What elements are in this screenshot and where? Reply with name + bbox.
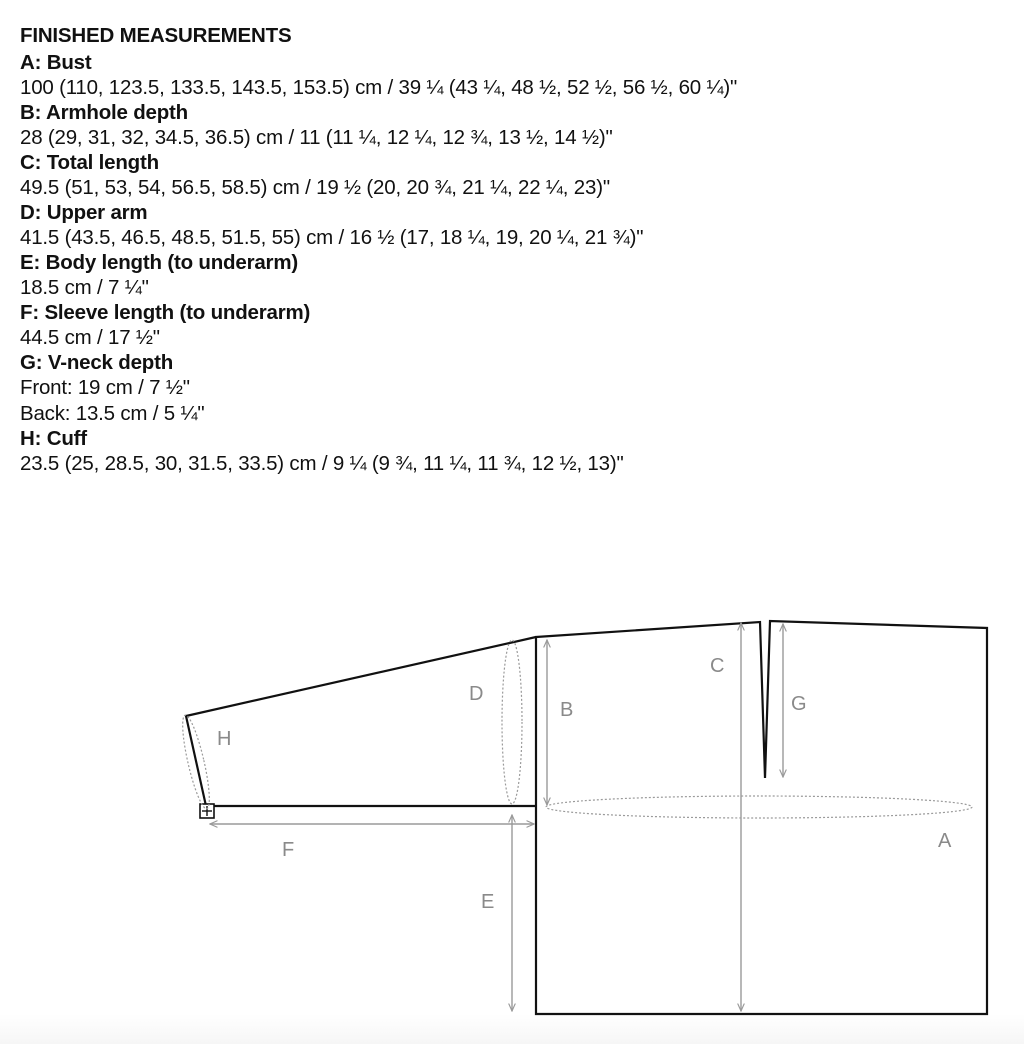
measurement-label: E: Body length (to underarm): [20, 251, 298, 274]
measurement-value: 41.5 (43.5, 46.5, 48.5, 51.5, 55) cm / 16 ½ (17, 18 ¼, 19, 20 ¼, 21 ¾)": [20, 226, 644, 249]
bust-circumference-guide: [546, 796, 972, 818]
measurement-value: Front: 19 cm / 7 ½": [20, 376, 190, 399]
measurement-value: 100 (110, 123.5, 133.5, 143.5, 153.5) cm / 39 ¼ (43 ¼, 48 ½, 52 ½, 56 ½, 60 ¼)": [20, 76, 738, 99]
upper-arm-circumference-guide: [502, 640, 522, 804]
measurement-value: 44.5 cm / 17 ½": [20, 326, 160, 349]
label-h: H: [217, 728, 232, 750]
measurement-label: D: Upper arm: [20, 201, 148, 224]
measurement-label: H: Cuff: [20, 427, 87, 450]
measurement-label: A: Bust: [20, 51, 92, 74]
measurement-value: 28 (29, 31, 32, 34.5, 36.5) cm / 11 (11 ¼, 12 ¼, 12 ¾, 13 ½, 14 ½)": [20, 126, 613, 149]
label-g: G: [791, 693, 807, 715]
cuff-corner-marker: [200, 804, 214, 818]
body-outline: [536, 621, 987, 1014]
label-c: C: [710, 655, 725, 677]
label-a: A: [938, 830, 952, 852]
measurement-label: G: V-neck depth: [20, 351, 174, 374]
measurement-value: 18.5 cm / 7 ¼": [20, 276, 149, 299]
bottom-shadow: [0, 1014, 1024, 1044]
sleeve-outline: [186, 637, 536, 806]
measurement-label: B: Armhole depth: [20, 101, 189, 124]
label-e: E: [481, 891, 495, 913]
measurement-value: Back: 13.5 cm / 5 ¼": [20, 402, 205, 425]
measurement-label: F: Sleeve length (to underarm): [20, 301, 311, 324]
measurements-heading: FINISHED MEASUREMENTS: [20, 24, 292, 47]
measurement-value: 49.5 (51, 53, 54, 56.5, 58.5) cm / 19 ½ (20, 20 ¾, 21 ¼, 22 ¼, 23)": [20, 176, 610, 199]
label-f: F: [282, 839, 295, 861]
label-b: B: [560, 699, 574, 721]
label-d: D: [469, 683, 484, 705]
measurement-label: C: Total length: [20, 151, 159, 174]
measurement-value: 23.5 (25, 28.5, 30, 31.5, 33.5) cm / 9 ¼ (9 ¾, 11 ¼, 11 ¾, 12 ½, 13)": [20, 452, 624, 475]
